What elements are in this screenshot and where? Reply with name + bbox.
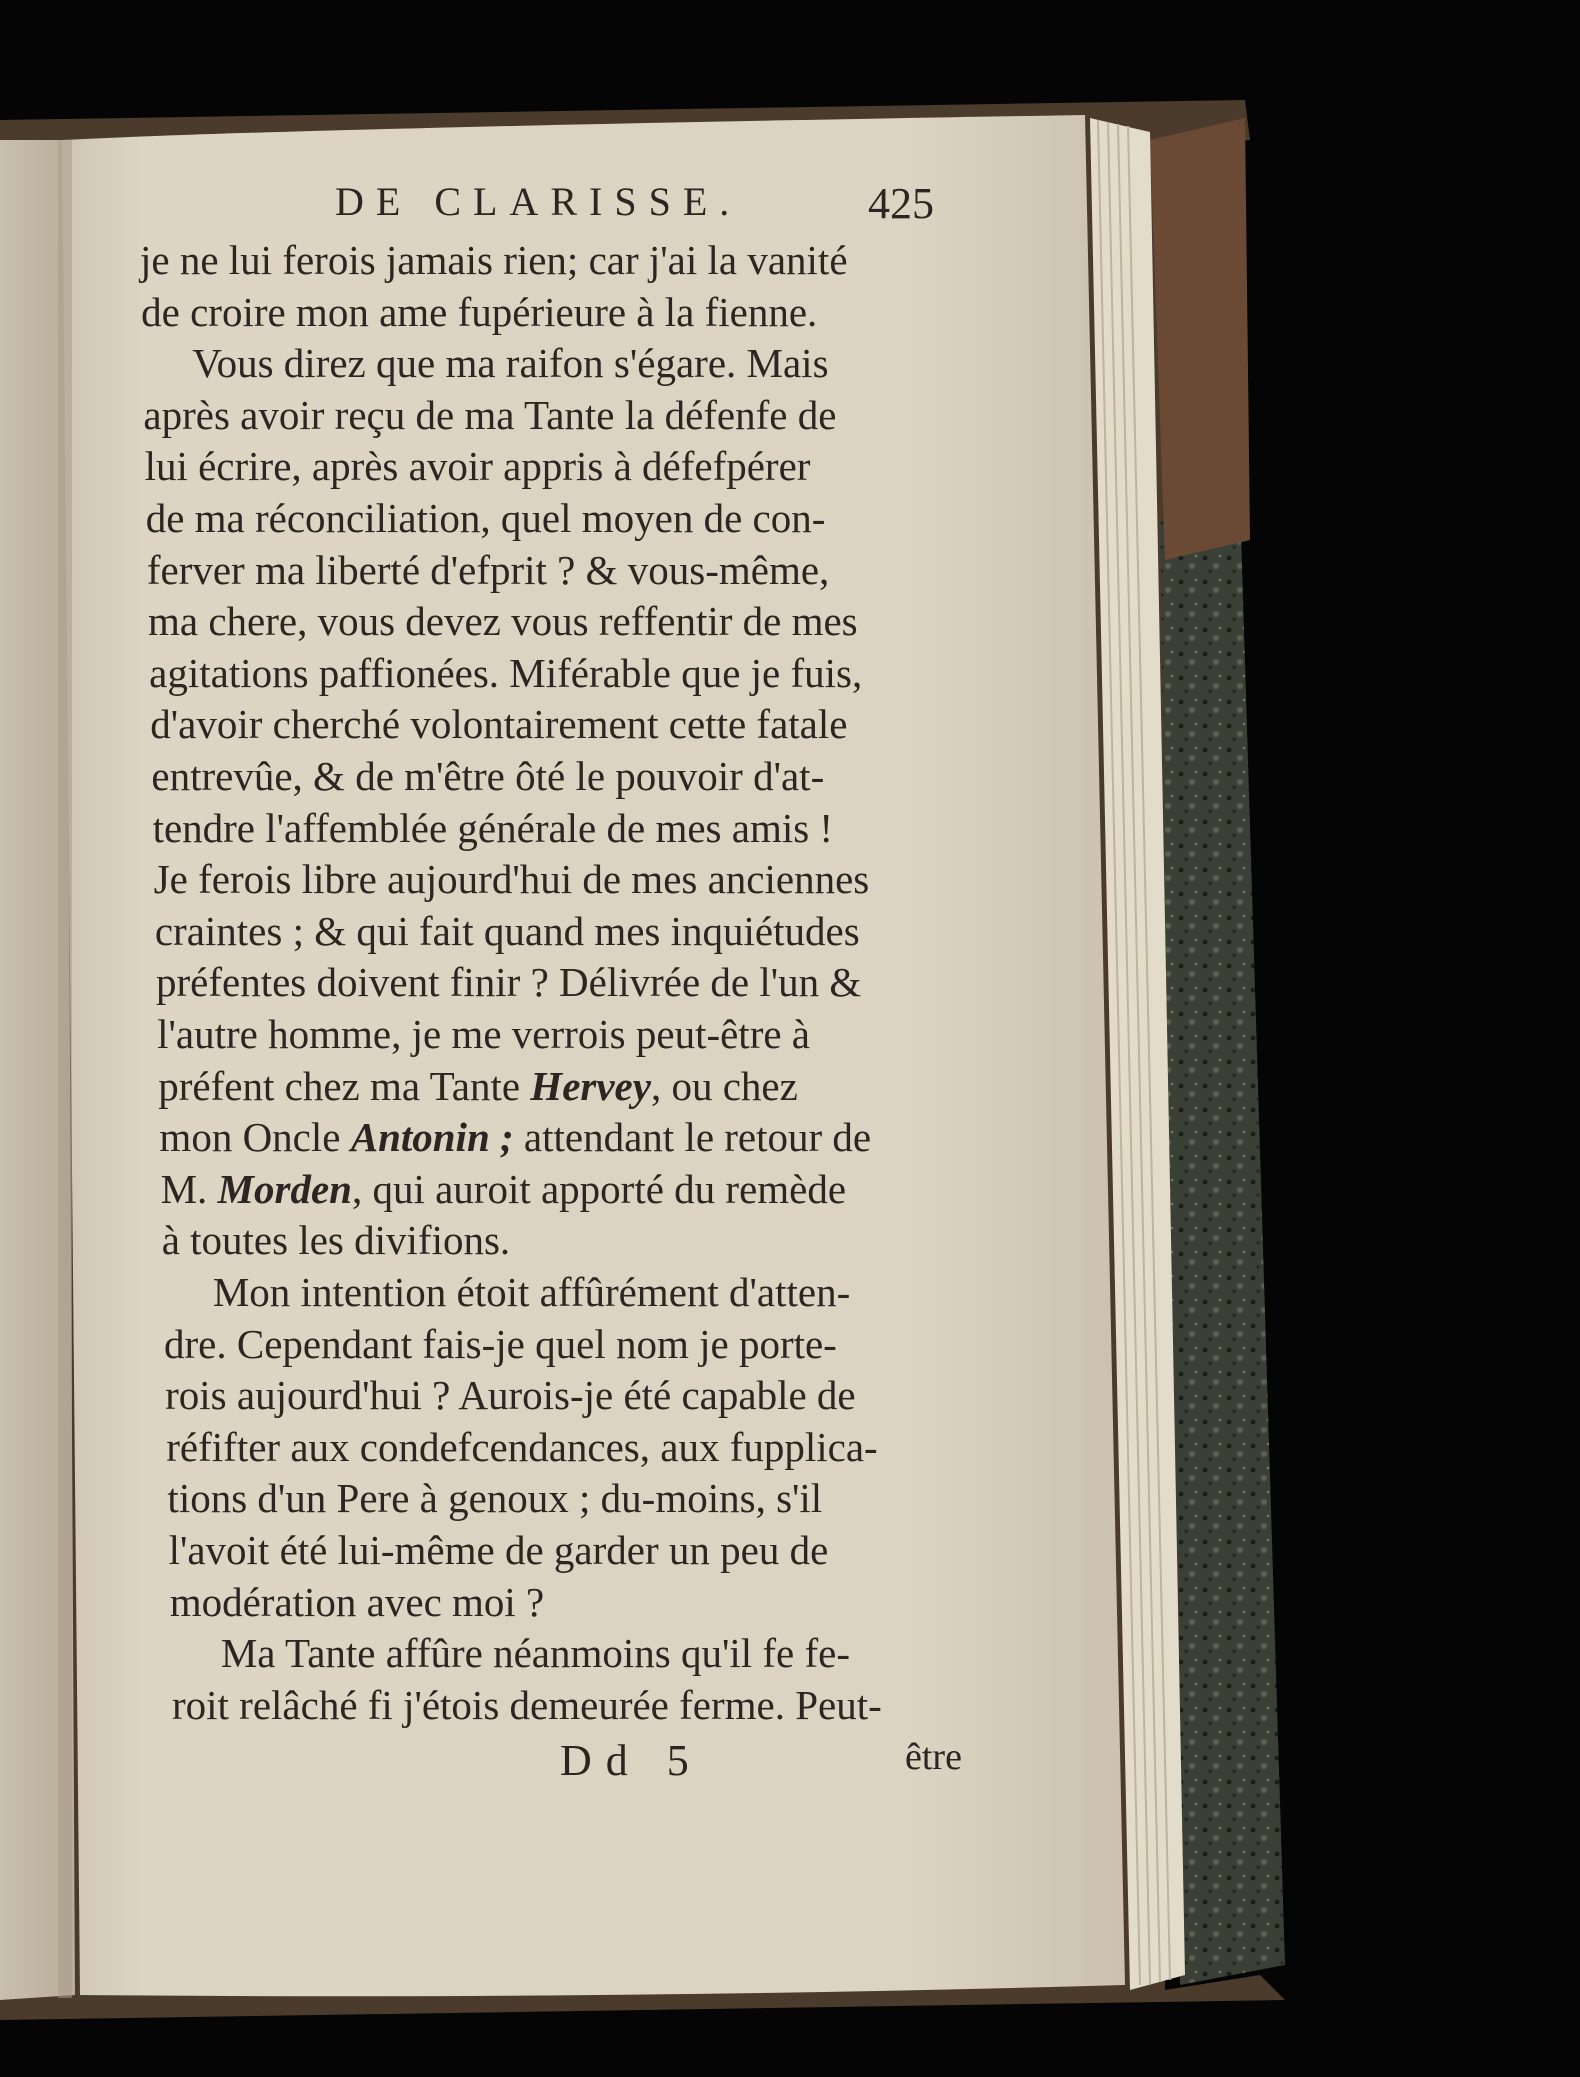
text-line: M. Morden, qui auroit apporté du remède: [160, 1165, 847, 1212]
text-line: dre. Cependant fais-je quel nom je porte-: [164, 1320, 837, 1367]
text-line: je ne lui ferois jamais rien; car j'ai la vanité: [140, 237, 848, 283]
text-line: tendre l'affemblée générale de mes amis !: [152, 804, 834, 851]
text-line: agitations paffionées. Miférable que je fuis,: [149, 649, 863, 696]
text-line: à toutes les divifions.: [161, 1217, 511, 1264]
text-line: modération avec moi ?: [169, 1578, 545, 1625]
running-head: DE CLARISSE.: [335, 179, 742, 224]
text-line: roit relâché fi j'étois demeurée ferme. Peut-: [172, 1681, 882, 1728]
text-line: craintes ; & qui fait quand mes inquiétudes: [154, 907, 860, 954]
text-line: ferver ma liberté d'efprit ? & vous-même,: [146, 546, 830, 593]
text-line: d'avoir cherché volontairement cette fatale: [150, 701, 848, 748]
text-line: lui écrire, après avoir appris à défefpérer: [144, 443, 811, 490]
signature-mark: Dd 5: [560, 1736, 703, 1785]
text-line: de croire mon ame fupérieure à la fienne.: [141, 288, 818, 335]
text-line: entrevûe, & de m'être ôté le pouvoir d'at-: [151, 753, 825, 799]
text-line: rois aujourd'hui ? Aurois-je été capable de: [165, 1372, 856, 1419]
text-line: de ma réconciliation, quel moyen de con-: [145, 495, 826, 541]
text-line: ma chere, vous devez vous reffentir de mes: [148, 598, 858, 645]
text-line: préfentes doivent finir ? Délivrée de l'un &: [156, 959, 862, 1006]
text-line: réfifter aux condefcendances, aux fupplica-: [166, 1423, 878, 1470]
text-line: l'avoit été lui-même de garder un peu de: [168, 1527, 829, 1573]
page-number: 425: [868, 179, 934, 228]
text-line: Vous direz que ma raifon s'égare. Mais: [192, 340, 829, 387]
text-line: après avoir reçu de ma Tante la défenfe de: [143, 391, 837, 438]
text-line: Ma Tante affûre néanmoins qu'il fe fe-: [220, 1630, 850, 1677]
text-line: Je ferois libre aujourd'hui de mes anciennes: [153, 856, 870, 903]
text-line: préfent chez ma Tante Hervey, ou chez: [158, 1062, 798, 1109]
text-line: tions d'un Pere à genoux ; du-moins, s'il: [167, 1475, 823, 1522]
catchword: être: [905, 1736, 962, 1778]
text-line: mon Oncle Antonin ; attendant le retour de: [159, 1114, 872, 1161]
text-line: Mon intention étoit affûrément d'atten-: [212, 1269, 851, 1315]
text-line: l'autre homme, je me verrois peut-être à: [157, 1011, 810, 1057]
